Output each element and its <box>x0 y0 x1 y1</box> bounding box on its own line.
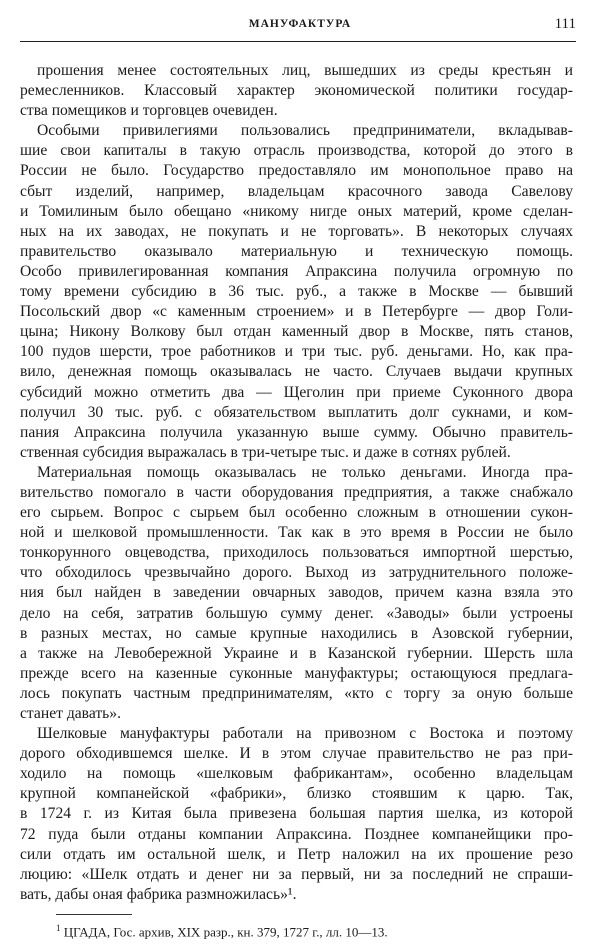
text-line: тонкорунного овцеводства, приходилось пользоваться импортной шерстью, <box>20 544 573 562</box>
footnote-text: ЦГАДА, Гос. архив, XIX разр., кн. 379, 1727 г., лл. 10—13. <box>63 924 388 940</box>
text-line: а также на Левобережной Украине и в Казанской губернии. Шерсть шла <box>20 644 573 662</box>
text-line: ходило на помощь «шелковым фабрикантам», особенно владельцам <box>20 765 573 783</box>
text-line: Особо привилегированная компания Апраксина получила огромную по <box>20 262 573 280</box>
text-line: получил 30 тыс. руб. с обязательством выплатить долг сукнами, и ком- <box>20 403 573 421</box>
running-header: МАНУФАКТУРА <box>248 18 352 30</box>
text-line: правительство оказывало материальную и техническую помощь. <box>20 242 573 260</box>
text-line: 72 пуда были отданы компании Апраксина. Позднее компанейщики про- <box>20 825 573 843</box>
text-line: вительство помогало в части оборудования предприятия, а также снабжало <box>20 483 573 501</box>
text-line: в 1724 г. из Китая была привезена большая партия шелка, из которой <box>20 805 573 823</box>
text-line: Особыми привилегиями пользовались предприниматели, вкладывав- <box>37 122 573 140</box>
text-line: 100 пудов шерсти, трое работников и три тыс. руб. деньгами. Но, как пра- <box>20 343 573 361</box>
body-text <box>20 61 573 905</box>
text-line: ных на их заводах, не покупать и не торговать». В некоторых случаях <box>20 222 573 240</box>
text-line: люцию: «Шелк отдать и денег ни за первый, ни за последний не спраши- <box>20 865 573 883</box>
text-line: шие свои капиталы в такую отрасль производства, которой до этого в <box>20 142 573 160</box>
text-line: тому времени субсидию в 36 тыс. руб., а также в Москве — бывший <box>20 283 573 301</box>
text-line: Шелковые мануфактуры работали на привозном с Востока и поэтому <box>37 725 573 743</box>
paragraph <box>20 724 573 905</box>
paragraph <box>20 121 573 463</box>
text-line: и Томилиным было обещано «никому нигде оных материй, кроме сделан- <box>20 202 573 220</box>
text-line: прошения менее состоятельных лиц, вышедших из среды крестьян и <box>37 62 573 79</box>
footnote-marker: 1 <box>56 923 61 933</box>
text-line: сили отдать им остальной шелк, и Петр наложил на их прошение резо <box>20 845 573 863</box>
paragraph <box>20 463 573 724</box>
text-line: дело на себя, затратив большую сумму денег. «Заводы» были устроены <box>20 604 573 622</box>
text-line: что обходилось чрезвычайно дорого. Выход из затруднительного положе- <box>20 564 573 582</box>
text-line: ной и шелковой промышленности. Так как в это время в России не было <box>20 524 573 542</box>
text-line: крупной компанейской «фабрики», близко стоявшим к царю. Так, <box>20 785 573 803</box>
text-line: Посольский двор «с каменным строением» и в Петербурге — двор Голи- <box>20 303 573 321</box>
footnote-separator <box>56 914 132 915</box>
header-rule <box>20 41 576 42</box>
text-line: ства помещиков и торговцев очевиден. <box>20 102 278 120</box>
text-line: дорого обходившемся шелке. И в этом случае правительство не раз при- <box>20 745 573 763</box>
text-line: ремесленников. Классовый характер экономической политики государ- <box>20 82 573 100</box>
text-line: его сырьем. Вопрос с сырьем был особенно сложным в отношении сукон- <box>20 504 573 522</box>
text-line: в разных местах, но самые крупные находились в Азовской губернии, <box>20 624 573 642</box>
text-line: Материальная помощь оказывалась не только деньгами. Иногда пра- <box>37 463 573 481</box>
page-number: 111 <box>554 16 576 32</box>
text-line: ственная субсидия выражалась в три-четыре тыс. и даже в сотнях рублей. <box>20 443 511 461</box>
paragraph <box>20 61 573 121</box>
text-line: сбыт изделий, например, владельцам красочного завода Савелову <box>20 182 573 200</box>
text-line: России не было. Государство предоставляло им монопольное право на <box>20 162 573 180</box>
text-line: вило, денежная помощь оказывалась не часто. Случаев выдачи крупных <box>20 363 573 381</box>
text-line: вать, дабы оная фабрика размножилась»¹. <box>20 885 297 903</box>
text-line: прежде всего на казенные суконные мануфактуры; остающуюся предлага- <box>20 664 573 682</box>
text-line: пания Апраксина получила указанную выше сумму. Обычно правитель- <box>20 423 573 441</box>
footnote <box>56 923 388 940</box>
text-line: цына; Никону Волкову был отдан каменный двор в Москве, пять станов, <box>20 323 573 341</box>
text-line: лось покупать частным предпринимателям, «кто с торгу за оную больше <box>20 684 573 702</box>
text-line: станет давать». <box>20 705 121 722</box>
text-line: субсидий можно отметить два — Щеголин при приеме Суконного двора <box>20 383 573 401</box>
text-line: ния был найден в заведении овчарных заводов, причем казна взяла это <box>20 584 573 602</box>
